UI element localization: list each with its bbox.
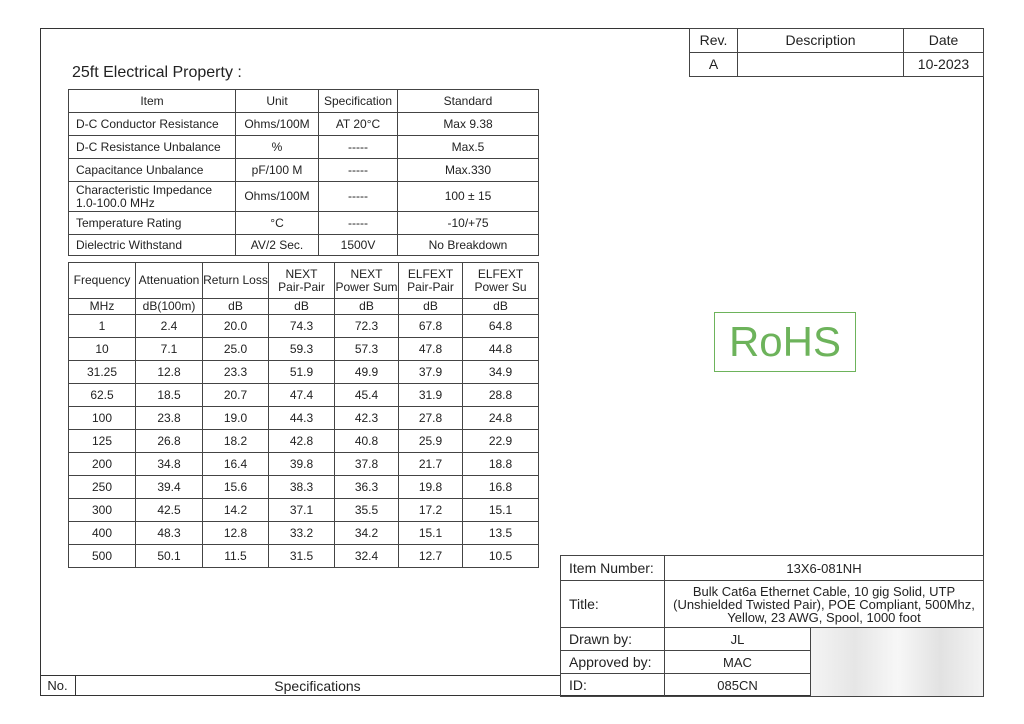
frequency-cell: 2.4 xyxy=(136,315,203,338)
item-cell: Capacitance Unbalance xyxy=(69,159,236,182)
frequency-cell: 1 xyxy=(69,315,136,338)
item-number-label: Item Number: xyxy=(561,556,665,581)
frequency-cell: 12.7 xyxy=(399,545,463,568)
drawn-by-label: Drawn by: xyxy=(561,628,665,651)
frequency-cell: 72.3 xyxy=(335,315,399,338)
frequency-cell: 17.2 xyxy=(399,499,463,522)
frequency-cell: 15.1 xyxy=(463,499,539,522)
item-header: Item xyxy=(69,90,236,113)
unit-row xyxy=(69,299,539,315)
frequency-cell: 13.5 xyxy=(463,522,539,545)
frequency-body xyxy=(69,315,539,568)
description-value xyxy=(738,53,904,77)
unit-cell: dB xyxy=(399,299,463,315)
frequency-row xyxy=(69,361,539,384)
frequency-cell: 19.8 xyxy=(399,476,463,499)
standard-cell: Max 9.38 xyxy=(398,113,539,136)
title-value: Bulk Cat6a Ethernet Cable, 10 gig Solid, UTP (Unshielded Twisted Pair), POE Compliant, 500Mhz, Yellow, 23 AWG, Spool, 1000 foot xyxy=(665,581,984,628)
unit-header: Unit xyxy=(236,90,319,113)
frequency-cell: 125 xyxy=(69,430,136,453)
unit-cell: MHz xyxy=(69,299,136,315)
item-cell: D-C Resistance Unbalance xyxy=(69,136,236,159)
spec-cell: AT 20°C xyxy=(319,113,398,136)
frequency-cell: 37.9 xyxy=(399,361,463,384)
frequency-cell: 50.1 xyxy=(136,545,203,568)
frequency-row xyxy=(69,545,539,568)
frequency-cell: 200 xyxy=(69,453,136,476)
frequency-cell: 300 xyxy=(69,499,136,522)
standard-cell: 100 ± 15 xyxy=(398,182,539,212)
next-pair-header: NEXT Pair-Pair xyxy=(269,263,335,299)
unit-cell: dB xyxy=(463,299,539,315)
frequency-cell: 59.3 xyxy=(269,338,335,361)
frequency-cell: 34.8 xyxy=(136,453,203,476)
spec-cell: ----- xyxy=(319,182,398,212)
frequency-cell: 42.8 xyxy=(269,430,335,453)
title-block xyxy=(560,555,984,697)
id-value: 085CN xyxy=(665,674,811,697)
revision-row xyxy=(690,53,984,77)
frequency-cell: 67.8 xyxy=(399,315,463,338)
frequency-cell: 250 xyxy=(69,476,136,499)
frequency-row xyxy=(69,430,539,453)
frequency-cell: 37.1 xyxy=(269,499,335,522)
unit-cell: dB xyxy=(335,299,399,315)
frequency-cell: 15.6 xyxy=(203,476,269,499)
spec-cell: ----- xyxy=(319,136,398,159)
date-header: Date xyxy=(904,29,984,53)
frequency-cell: 62.5 xyxy=(69,384,136,407)
unit-cell: °C xyxy=(236,212,319,235)
description-header: Description xyxy=(738,29,904,53)
frequency-cell: 74.3 xyxy=(269,315,335,338)
electrical-row xyxy=(69,136,539,159)
standard-cell: Max.5 xyxy=(398,136,539,159)
frequency-cell: 57.3 xyxy=(335,338,399,361)
specification-header: Specification xyxy=(319,90,398,113)
frequency-cell: 35.5 xyxy=(335,499,399,522)
standard-header: Standard xyxy=(398,90,539,113)
frequency-cell: 44.3 xyxy=(269,407,335,430)
approved-by-value: MAC xyxy=(665,651,811,674)
frequency-cell: 24.8 xyxy=(463,407,539,430)
elfext-pair-header: ELFEXT Pair-Pair xyxy=(399,263,463,299)
frequency-cell: 38.3 xyxy=(269,476,335,499)
frequency-cell: 34.9 xyxy=(463,361,539,384)
item-cell: D-C Conductor Resistance xyxy=(69,113,236,136)
frequency-row xyxy=(69,476,539,499)
frequency-cell: 25.0 xyxy=(203,338,269,361)
rohs-mark: RoHS xyxy=(714,312,856,372)
frequency-cell: 37.8 xyxy=(335,453,399,476)
frequency-cell: 47.4 xyxy=(269,384,335,407)
frequency-performance-table xyxy=(68,262,539,568)
frequency-cell: 42.3 xyxy=(335,407,399,430)
standard-cell: No Breakdown xyxy=(398,235,539,256)
electrical-row xyxy=(69,182,539,212)
frequency-cell: 18.2 xyxy=(203,430,269,453)
unit-cell: pF/100 M xyxy=(236,159,319,182)
frequency-cell: 16.4 xyxy=(203,453,269,476)
frequency-cell: 33.2 xyxy=(269,522,335,545)
approved-by-label: Approved by: xyxy=(561,651,665,674)
no-label: No. xyxy=(40,676,76,696)
frequency-cell: 23.8 xyxy=(136,407,203,430)
rev-header: Rev. xyxy=(690,29,738,53)
unit-cell: AV/2 Sec. xyxy=(236,235,319,256)
frequency-cell: 10.5 xyxy=(463,545,539,568)
unit-cell: dB(100m) xyxy=(136,299,203,315)
specifications-label: Specifications xyxy=(274,678,361,694)
frequency-cell: 22.9 xyxy=(463,430,539,453)
electrical-row xyxy=(69,212,539,235)
item-number-row xyxy=(561,556,984,581)
frequency-cell: 31.9 xyxy=(399,384,463,407)
frequency-cell: 14.2 xyxy=(203,499,269,522)
frequency-row xyxy=(69,338,539,361)
frequency-cell: 20.0 xyxy=(203,315,269,338)
frequency-cell: 7.1 xyxy=(136,338,203,361)
revision-table xyxy=(689,28,984,77)
frequency-cell: 39.8 xyxy=(269,453,335,476)
frequency-cell: 44.8 xyxy=(463,338,539,361)
unit-cell: % xyxy=(236,136,319,159)
frequency-cell: 500 xyxy=(69,545,136,568)
date-value: 10-2023 xyxy=(904,53,984,77)
frequency-row xyxy=(69,407,539,430)
frequency-cell: 100 xyxy=(69,407,136,430)
frequency-row xyxy=(69,522,539,545)
electrical-header-row xyxy=(69,90,539,113)
standard-cell: Max.330 xyxy=(398,159,539,182)
next-power-sum-header: NEXT Power Sum xyxy=(335,263,399,299)
frequency-cell: 18.5 xyxy=(136,384,203,407)
spec-cell: 1500V xyxy=(319,235,398,256)
unit-cell: Ohms/100M xyxy=(236,113,319,136)
frequency-cell: 28.8 xyxy=(463,384,539,407)
frequency-cell: 18.8 xyxy=(463,453,539,476)
frequency-cell: 26.8 xyxy=(136,430,203,453)
unit-cell: Ohms/100M xyxy=(236,182,319,212)
frequency-cell: 51.9 xyxy=(269,361,335,384)
frequency-row xyxy=(69,384,539,407)
electrical-row xyxy=(69,159,539,182)
property-title: 25ft Electrical Property : xyxy=(72,64,242,81)
frequency-cell: 32.4 xyxy=(335,545,399,568)
frequency-cell: 15.1 xyxy=(399,522,463,545)
frequency-cell: 11.5 xyxy=(203,545,269,568)
frequency-cell: 10 xyxy=(69,338,136,361)
frequency-header-row xyxy=(69,263,539,299)
elfext-power-sum-header: ELFEXT Power Su xyxy=(463,263,539,299)
electrical-row xyxy=(69,235,539,256)
electrical-row xyxy=(69,113,539,136)
frequency-cell: 16.8 xyxy=(463,476,539,499)
attenuation-header: Attenuation xyxy=(136,263,203,299)
revision-header-row xyxy=(690,29,984,53)
footer-bar xyxy=(40,675,560,696)
id-label: ID: xyxy=(561,674,665,697)
item-number-value: 13X6-081NH xyxy=(665,556,984,581)
title-row xyxy=(561,581,984,628)
drawn-by-value: JL xyxy=(665,628,811,651)
frequency-cell: 40.8 xyxy=(335,430,399,453)
rev-value: A xyxy=(690,53,738,77)
frequency-cell: 31.5 xyxy=(269,545,335,568)
frequency-cell: 47.8 xyxy=(399,338,463,361)
drawn-by-row xyxy=(561,628,984,651)
item-cell: Characteristic Impedance 1.0-100.0 MHz xyxy=(69,182,236,212)
frequency-cell: 36.3 xyxy=(335,476,399,499)
frequency-cell: 20.7 xyxy=(203,384,269,407)
frequency-cell: 49.9 xyxy=(335,361,399,384)
frequency-cell: 12.8 xyxy=(203,522,269,545)
frequency-cell: 21.7 xyxy=(399,453,463,476)
frequency-cell: 39.4 xyxy=(136,476,203,499)
frequency-row xyxy=(69,315,539,338)
item-cell: Dielectric Withstand xyxy=(69,235,236,256)
frequency-cell: 42.5 xyxy=(136,499,203,522)
unit-cell: dB xyxy=(269,299,335,315)
frequency-cell: 48.3 xyxy=(136,522,203,545)
spec-cell: ----- xyxy=(319,212,398,235)
frequency-cell: 64.8 xyxy=(463,315,539,338)
title-label: Title: xyxy=(561,581,665,628)
frequency-row xyxy=(69,453,539,476)
frequency-cell: 27.8 xyxy=(399,407,463,430)
return-loss-header: Return Loss xyxy=(203,263,269,299)
standard-cell: -10/+75 xyxy=(398,212,539,235)
frequency-cell: 23.3 xyxy=(203,361,269,384)
frequency-row xyxy=(69,499,539,522)
frequency-cell: 45.4 xyxy=(335,384,399,407)
item-cell: Temperature Rating xyxy=(69,212,236,235)
spec-cell: ----- xyxy=(319,159,398,182)
frequency-header: Frequency xyxy=(69,263,136,299)
frequency-cell: 12.8 xyxy=(136,361,203,384)
frequency-cell: 19.0 xyxy=(203,407,269,430)
frequency-cell: 25.9 xyxy=(399,430,463,453)
frequency-cell: 34.2 xyxy=(335,522,399,545)
unit-cell: dB xyxy=(203,299,269,315)
frequency-cell: 31.25 xyxy=(69,361,136,384)
frequency-cell: 400 xyxy=(69,522,136,545)
electrical-property-table xyxy=(68,89,539,256)
redacted-signature xyxy=(811,628,984,697)
